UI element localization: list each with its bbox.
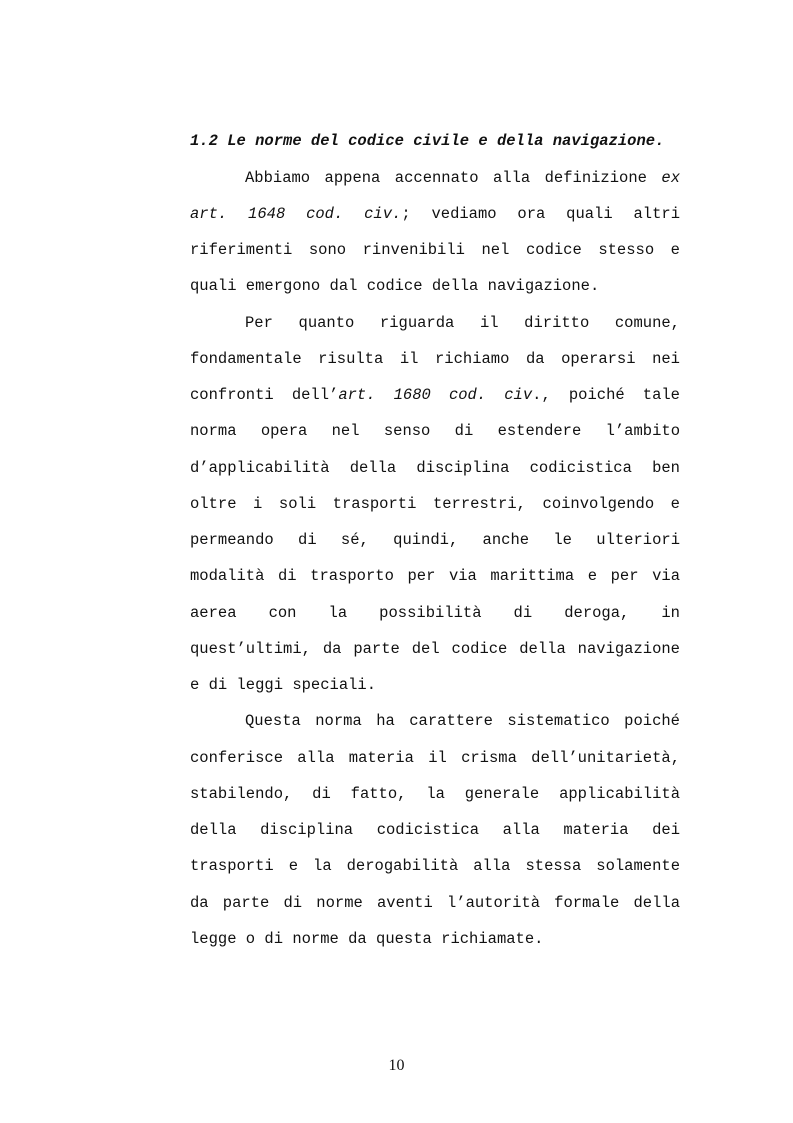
paragraph-2-line-9: aerea con la possibilità di deroga, in xyxy=(190,604,680,622)
page-number: 10 xyxy=(388,1057,405,1074)
paragraph-2-line-11: e di leggi speciali. xyxy=(190,676,377,694)
paragraph-3-line-2: conferisce alla materia il crisma dell’unitarietà, xyxy=(190,749,680,767)
paragraph-2-line-2: fondamentale risulta il richiamo da operarsi nei xyxy=(190,350,680,368)
paragraph-2-line-8: modalità di trasporto per via marittima e per via xyxy=(190,567,680,585)
italic-term: ex xyxy=(661,169,680,187)
paragraph-2-line-3 xyxy=(190,383,680,407)
paragraph-2-line-10: quest’ultimi, da parte del codice della navigazione xyxy=(190,640,680,658)
paragraph-2-line-7: permeando di sé, quindi, anche le ulteriori xyxy=(190,531,680,549)
section-heading: 1.2 Le norme del codice civile e della navigazione. xyxy=(190,132,665,150)
paragraph-2-line-4: norma opera nel senso di estendere l’ambito xyxy=(190,422,680,440)
paragraph-3-line-4: della disciplina codicistica alla materia dei xyxy=(190,821,680,839)
paragraph-3-line-1: Questa norma ha carattere sistematico poiché xyxy=(245,712,680,730)
paragraph-text: ., poiché tale xyxy=(532,386,680,404)
paragraph-3-line-6: da parte di norme aventi l’autorità formale della xyxy=(190,894,680,912)
paragraph-text: Abbiamo appena accennato alla definizione xyxy=(245,169,647,187)
paragraph-1-line-1 xyxy=(245,166,680,190)
paragraph-2-line-1: Per quanto riguarda il diritto comune, xyxy=(245,314,680,332)
paragraph-text: confronti dell’ xyxy=(190,386,339,404)
article-reference: art. 1648 cod. civ. xyxy=(190,205,402,223)
article-reference: art. 1680 cod. civ xyxy=(338,386,533,404)
paragraph-text: ; vediamo ora quali altri xyxy=(401,205,680,223)
paragraph-3-line-3: stabilendo, di fatto, la generale applicabilità xyxy=(190,785,680,803)
paragraph-1-line-3: riferimenti sono rinvenibili nel codice stesso e xyxy=(190,241,680,259)
paragraph-1-line-4: quali emergono dal codice della navigazione. xyxy=(190,277,600,295)
paragraph-1-line-2 xyxy=(190,202,680,226)
paragraph-3-line-5: trasporti e la derogabilità alla stessa solamente xyxy=(190,857,680,875)
paragraph-2-line-5: d’applicabilità della disciplina codicistica ben xyxy=(190,459,680,477)
paragraph-3-line-7: legge o di norme da questa richiamate. xyxy=(190,930,544,948)
paragraph-2-line-6: oltre i soli trasporti terrestri, coinvolgendo e xyxy=(190,495,680,513)
